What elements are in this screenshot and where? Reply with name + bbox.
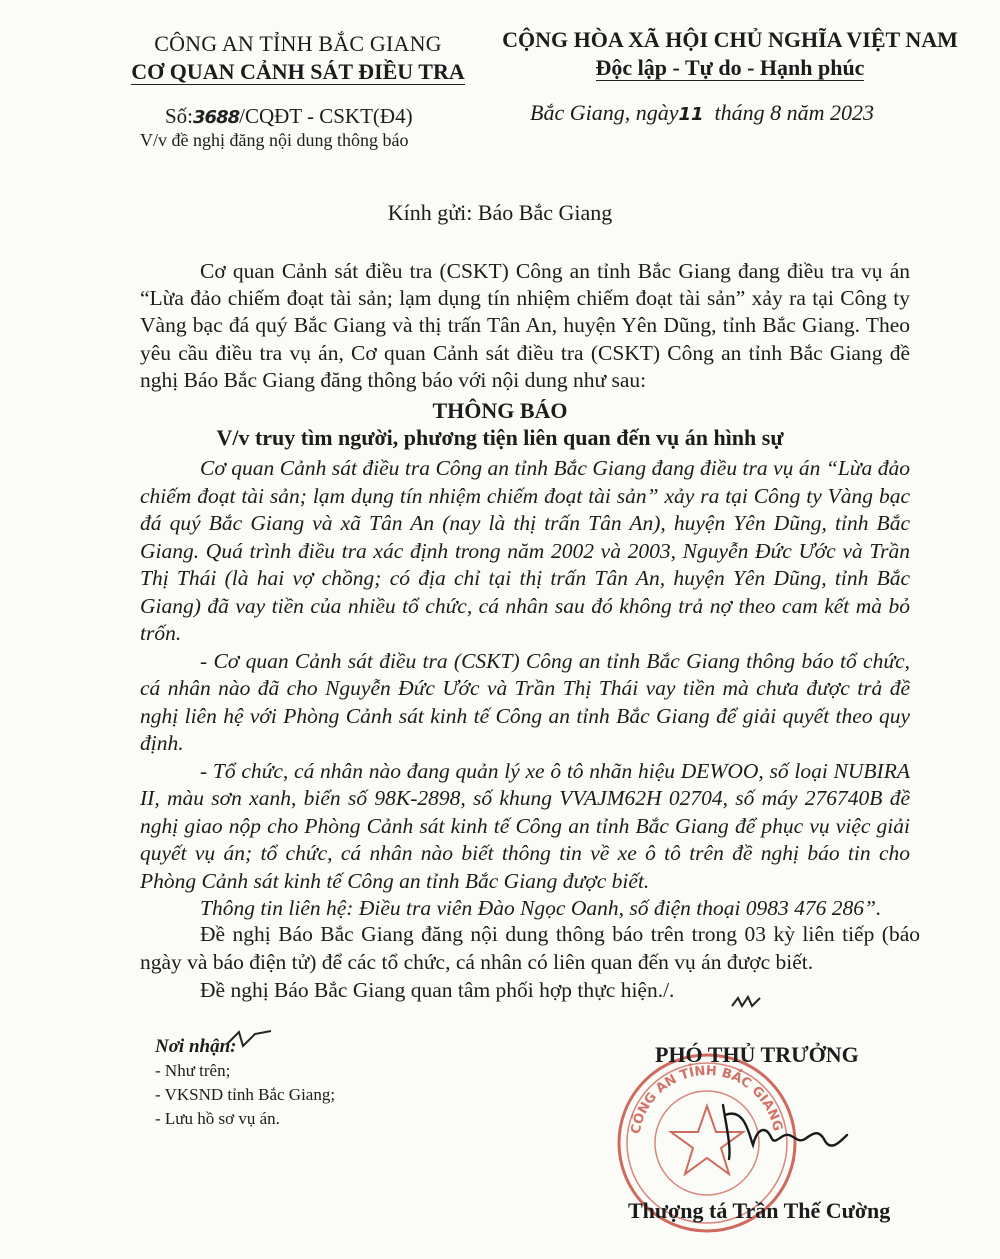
notice-paragraph: - Tổ chức, cá nhân nào đang quản lý xe ô tô nhãn hiệu DEWOO, số loại NUBIRA II, màu sơn xanh, biển số 98K-2898, số khung VVAJM62H 02704, số máy 276740B đề nghị giao nộp cho Phòng Cảnh sát kinh tế Công an tỉnh Bắc Giang để phục vụ việc giải quyết vụ án; tổ chức, cá nhân nào biết thông tin về xe ô tô trên đề nghị báo tin cho Phòng Cảnh sát kinh tế Công an tỉnh Bắc Giang được biết. — [140, 758, 910, 893]
issuing-agency — [108, 30, 488, 86]
notice-subtitle: V/v truy tìm người, phương tiện liên quan đến vụ án hình sự — [216, 425, 784, 450]
signatory-position: PHÓ THỦ TRƯỞNG — [655, 1042, 859, 1067]
recipient-line: Kính gửi: Báo Bắc Giang — [387, 200, 613, 225]
recipient-item: - VKSND tỉnh Bắc Giang; — [155, 1085, 336, 1104]
notice-body — [140, 455, 910, 923]
document-subject: V/v đề nghị đăng nội dung thông báo — [140, 130, 409, 150]
closing-block — [140, 920, 920, 1004]
closing-paragraph: Đề nghị Báo Bắc Giang quan tâm phối hợp thực hiện./. — [200, 978, 675, 1002]
country-name: CỘNG HÒA XÃ HỘI CHỦ NGHĨA VIỆT NAM — [502, 27, 958, 52]
agency-parent: CÔNG AN TỈNH BẮC GIANG — [154, 31, 442, 56]
initial-mark-icon — [728, 992, 768, 1012]
handwritten-day: 11 — [678, 104, 704, 125]
agency-name: CƠ QUAN CẢNH SÁT ĐIỀU TRA — [131, 59, 465, 84]
document-number: Số:3688/CQĐT - CSKT(Đ4) — [165, 104, 413, 128]
signature-icon — [705, 1085, 855, 1175]
recipient-item: - Lưu hồ sơ vụ án. — [155, 1109, 280, 1128]
initial-mark-icon — [225, 1028, 275, 1050]
closing-paragraph: Đề nghị Báo Bắc Giang đăng nội dung thông báo trên trong 03 kỳ liên tiếp (báo ngày và báo điện tử) để các tổ chức, cá nhân có liên quan đến vụ án được biết. — [140, 922, 920, 974]
notice-title: THÔNG BÁO — [432, 398, 568, 423]
notice-paragraph: Thông tin liên hệ: Điều tra viên Đào Ngọc Oanh, số điện thoại 0983 476 286”. — [200, 896, 882, 920]
intro-paragraph: Cơ quan Cảnh sát điều tra (CSKT) Công an tỉnh Bắc Giang đang điều tra vụ án “Lừa đảo chiếm đoạt tài sản; lạm dụng tín nhiệm chiếm đoạt tài sản” xảy ra tại Công ty Vàng bạc đá quý Bắc Giang và thị trấn Tân An, huyện Yên Dũng, tỉnh Bắc Giang. Theo yêu cầu điều tra vụ án, Cơ quan Cảnh sát điều tra (CSKT) Công an tỉnh Bắc Giang đề nghị Báo Bắc Giang đăng thông báo với nội dung như sau: — [140, 259, 910, 392]
national-motto — [485, 26, 975, 82]
recipient-item: - Như trên; — [155, 1061, 231, 1080]
recipients-title: Nơi nhận: — [155, 1036, 237, 1057]
handwritten-number: 3688 — [193, 107, 240, 128]
document-date: Bắc Giang, ngày11 tháng 8 năm 2023 — [530, 100, 875, 125]
signatory-name: Thượng tá Trần Thế Cường — [628, 1198, 891, 1223]
notice-paragraph: Cơ quan Cảnh sát điều tra Công an tỉnh Bắc Giang đang điều tra vụ án “Lừa đảo chiếm đoạt tài sản; lạm dụng tín nhiệm chiếm đoạt tài sản” xảy ra tại Công ty Vàng bạc đá quý Bắc Giang và xã Tân An (nay là thị trấn Tân An), huyện Yên Dũng, tỉnh Bắc Giang. Quá trình điều tra xác định trong năm 2002 và 2003, Nguyễn Đức Ước và Trần Thị Thái (là hai vợ chồng; có địa chỉ tại thị trấn Tân An, huyện Yên Dũng, tỉnh Bắc Giang) đã vay tiền của nhiều tổ chức, cá nhân sau đó không trả nợ theo cam kết mà bỏ trốn. — [140, 456, 910, 645]
seal-ring-text: CÔNG AN TỈNH BẮC GIANG — [628, 1063, 785, 1136]
notice-paragraph: - Cơ quan Cảnh sát điều tra (CSKT) Công an tỉnh Bắc Giang thông báo tổ chức, cá nhân nào đã cho Nguyễn Đức Ước và Trần Thị Thái vay tiền mà chưa được trả đề nghị liên hệ với Phòng Cảnh sát kinh tế Công an tỉnh Bắc Giang để giải quyết theo quy định. — [140, 648, 910, 755]
motto: Độc lập - Tự do - Hạnh phúc — [595, 55, 865, 80]
